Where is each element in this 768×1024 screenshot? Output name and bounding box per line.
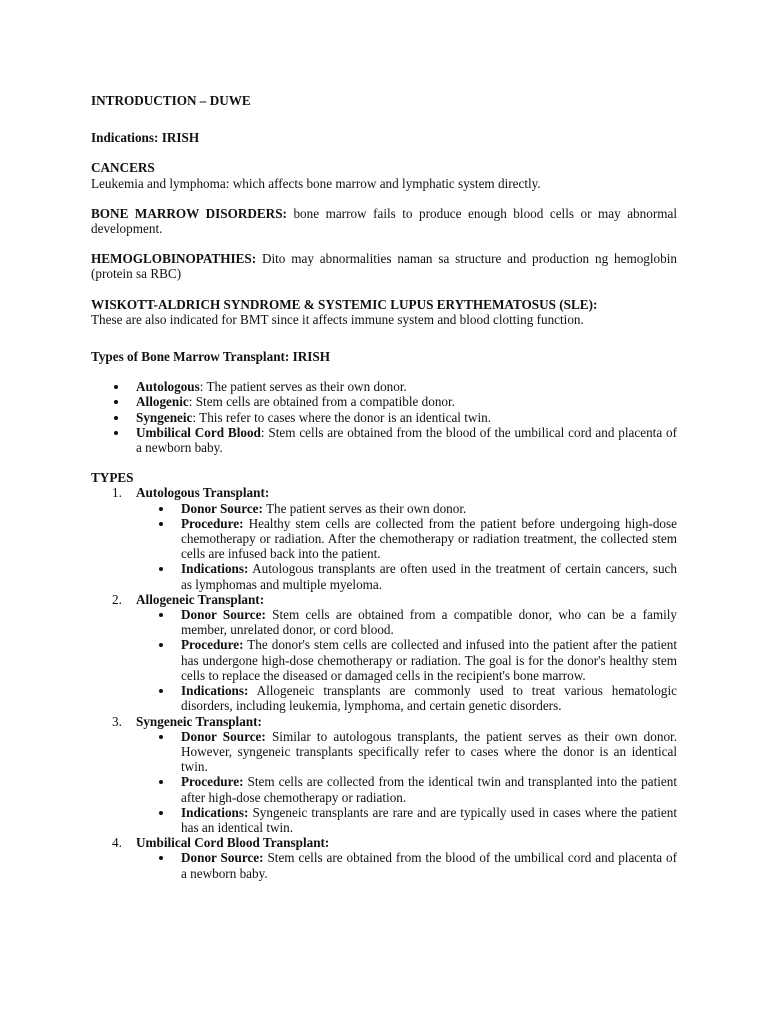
- hemoglobinopathies-paragraph: HEMOGLOBINOPATHIES: Dito may abnormalities naman sa structure and production ng hemoglobin (protein sa RBC): [91, 251, 678, 282]
- type-title: Allogeneic Transplant:: [136, 591, 265, 607]
- list-item: Syngeneic: This refer to cases where the donor is an identical twin.: [136, 410, 677, 425]
- type-title: Umbilical Cord Blood Transplant:: [136, 835, 330, 851]
- document-page: [91, 93, 677, 881]
- list-item: Donor Source: Stem cells are obtained from a compatible donor, who can be a family member, unrelated donor, or cord blood.: [181, 607, 677, 638]
- list-item: Indications: Autologous transplants are often used in the treatment of certain cancers, such as lymphomas and multiple myeloma.: [181, 561, 677, 592]
- type-syngeneic: [112, 713, 678, 836]
- list-number: 2.: [112, 591, 122, 607]
- type-umbilical: [112, 835, 678, 881]
- list-item: Allogenic: Stem cells are obtained from a compatible donor.: [136, 394, 677, 409]
- list-item: Donor Source: Similar to autologous transplants, the patient serves as their own donor. However, syngeneic transplants specifically refer to cases where the donor is an identical twin.: [181, 728, 678, 775]
- list-number: 4.: [112, 835, 122, 851]
- list-number: 1.: [112, 485, 122, 501]
- cancers-text: Leukemia and lymphoma: which affects bone marrow and lymphatic system directly.: [91, 175, 541, 191]
- list-item: Procedure: Healthy stem cells are collected from the patient before undergoing high-dose chemotherapy or radiation. After the chemotherapy or radiation treatment, the collected stem cells are infused back into the patient.: [181, 515, 677, 562]
- list-item: Autologous: The patient serves as their own donor.: [136, 379, 677, 394]
- wiskott-heading: WISKOTT-ALDRICH SYNDROME & SYSTEMIC LUPUS ERYTHEMATOSUS (SLE):: [91, 296, 598, 312]
- list-item: Procedure: Stem cells are collected from the identical twin and transplanted into the patient after high-dose chemotherapy or radiation.: [181, 774, 678, 805]
- type-autologous: [112, 485, 677, 592]
- list-number: 3.: [112, 713, 122, 729]
- document-title: INTRODUCTION – DUWE: [91, 93, 251, 108]
- list-item: Indications: Allogeneic transplants are commonly used to treat various hematologic disorders, including leukemia, lymphoma, and certain genetic disorders.: [181, 683, 677, 714]
- types-heading: TYPES: [91, 470, 134, 486]
- list-item: Donor Source: Stem cells are obtained from the blood of the umbilical cord and placenta of a newborn baby.: [181, 850, 678, 881]
- list-item: Indications: Syngeneic transplants are rare and are typically used in cases where the patient has an identical twin.: [181, 804, 678, 835]
- indications-heading: Indications: IRISH: [91, 130, 200, 146]
- type-allogeneic: [112, 591, 677, 714]
- types-bullet-list: [91, 379, 677, 455]
- list-item: Umbilical Cord Blood: Stem cells are obtained from the blood of the umbilical cord and placenta of a newborn baby.: [136, 424, 677, 456]
- bone-marrow-paragraph: BONE MARROW DISORDERS: bone marrow fails to produce enough blood cells or may abnormal development.: [91, 205, 677, 237]
- type-title: Autologous Transplant:: [136, 485, 270, 501]
- list-item: Procedure: The donor's stem cells are collected and infused into the patient after the patient has undergone high-dose chemotherapy or radiation. The goal is for the donor's healthy stem cells to replace the diseased or damaged cells in the recipient's bone marrow.: [181, 637, 677, 683]
- wiskott-text: These are also indicated for BMT since it affects immune system and blood clotting function.: [91, 311, 584, 327]
- types-numbered-list: [91, 485, 677, 880]
- list-item: Donor Source: The patient serves as their own donor.: [181, 501, 677, 516]
- type-title: Syngeneic Transplant:: [136, 713, 262, 729]
- types-bmt-heading: Types of Bone Marrow Transplant: IRISH: [91, 349, 330, 365]
- cancers-heading: CANCERS: [91, 160, 155, 176]
